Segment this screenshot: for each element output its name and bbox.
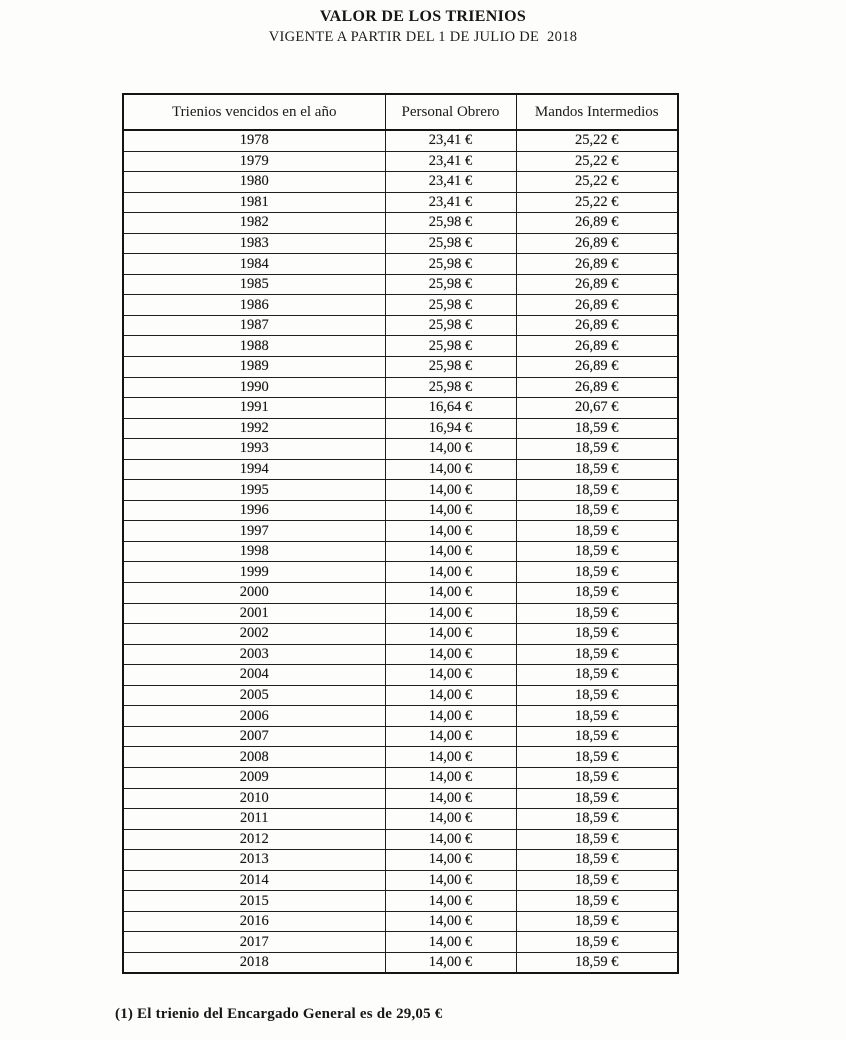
year-cell: 1993 xyxy=(123,439,385,460)
mandos-intermedios-cell: 18,59 € xyxy=(516,541,678,562)
mandos-intermedios-cell: 26,89 € xyxy=(516,254,678,275)
table-row xyxy=(123,870,678,891)
table-row xyxy=(123,829,678,850)
personal-obrero-cell: 25,98 € xyxy=(385,233,516,254)
personal-obrero-cell: 14,00 € xyxy=(385,541,516,562)
personal-obrero-cell: 14,00 € xyxy=(385,439,516,460)
footnote: (1) El trienio del Encargado General es de 29,05 € xyxy=(115,1006,443,1022)
year-cell: 2013 xyxy=(123,850,385,871)
table-row xyxy=(123,233,678,254)
personal-obrero-cell: 25,98 € xyxy=(385,336,516,357)
year-cell: 2018 xyxy=(123,952,385,973)
table-row xyxy=(123,295,678,316)
year-cell: 1996 xyxy=(123,500,385,521)
table-row xyxy=(123,788,678,809)
document-header xyxy=(0,8,846,46)
table-row xyxy=(123,644,678,665)
personal-obrero-cell: 14,00 € xyxy=(385,644,516,665)
personal-obrero-cell: 14,00 € xyxy=(385,521,516,542)
table-row xyxy=(123,315,678,336)
table-row xyxy=(123,172,678,193)
year-cell: 2001 xyxy=(123,603,385,624)
year-cell: 2016 xyxy=(123,911,385,932)
mandos-intermedios-cell: 18,59 € xyxy=(516,726,678,747)
table-row xyxy=(123,480,678,501)
column-header-mandos-intermedios: Mandos Intermedios xyxy=(516,94,678,130)
mandos-intermedios-cell: 26,89 € xyxy=(516,315,678,336)
mandos-intermedios-cell: 18,59 € xyxy=(516,809,678,830)
table-row xyxy=(123,377,678,398)
personal-obrero-cell: 14,00 € xyxy=(385,952,516,973)
mandos-intermedios-cell: 18,59 € xyxy=(516,850,678,871)
personal-obrero-cell: 14,00 € xyxy=(385,809,516,830)
year-cell: 1994 xyxy=(123,459,385,480)
table-row xyxy=(123,562,678,583)
year-cell: 1995 xyxy=(123,480,385,501)
personal-obrero-cell: 25,98 € xyxy=(385,254,516,275)
mandos-intermedios-cell: 18,59 € xyxy=(516,911,678,932)
table-row xyxy=(123,726,678,747)
year-cell: 1986 xyxy=(123,295,385,316)
year-cell: 2004 xyxy=(123,665,385,686)
year-cell: 1984 xyxy=(123,254,385,275)
mandos-intermedios-cell: 18,59 € xyxy=(516,891,678,912)
personal-obrero-cell: 25,98 € xyxy=(385,213,516,234)
year-cell: 2006 xyxy=(123,706,385,727)
year-cell: 2008 xyxy=(123,747,385,768)
personal-obrero-cell: 14,00 € xyxy=(385,932,516,953)
table-row xyxy=(123,603,678,624)
personal-obrero-cell: 16,64 € xyxy=(385,398,516,419)
year-cell: 1980 xyxy=(123,172,385,193)
year-cell: 2002 xyxy=(123,624,385,645)
personal-obrero-cell: 14,00 € xyxy=(385,747,516,768)
personal-obrero-cell: 14,00 € xyxy=(385,603,516,624)
mandos-intermedios-cell: 25,22 € xyxy=(516,130,678,151)
year-cell: 2010 xyxy=(123,788,385,809)
table-row xyxy=(123,747,678,768)
table-row xyxy=(123,706,678,727)
table-row xyxy=(123,254,678,275)
personal-obrero-cell: 14,00 € xyxy=(385,583,516,604)
document-subtitle: VIGENTE A PARTIR DEL 1 DE JULIO DE 2018 xyxy=(268,29,578,45)
table-row xyxy=(123,151,678,172)
year-cell: 2014 xyxy=(123,870,385,891)
table-row xyxy=(123,911,678,932)
year-cell: 1981 xyxy=(123,192,385,213)
mandos-intermedios-cell: 18,59 € xyxy=(516,459,678,480)
mandos-intermedios-cell: 18,59 € xyxy=(516,562,678,583)
mandos-intermedios-cell: 25,22 € xyxy=(516,151,678,172)
personal-obrero-cell: 14,00 € xyxy=(385,665,516,686)
year-cell: 1988 xyxy=(123,336,385,357)
document-title: VALOR DE LOS TRIENIOS xyxy=(319,8,527,25)
year-cell: 2000 xyxy=(123,583,385,604)
year-cell: 2011 xyxy=(123,809,385,830)
personal-obrero-cell: 23,41 € xyxy=(385,151,516,172)
mandos-intermedios-cell: 18,59 € xyxy=(516,767,678,788)
year-cell: 1989 xyxy=(123,357,385,378)
year-cell: 2003 xyxy=(123,644,385,665)
table-row xyxy=(123,192,678,213)
table-row xyxy=(123,624,678,645)
table-row xyxy=(123,809,678,830)
personal-obrero-cell: 14,00 € xyxy=(385,500,516,521)
mandos-intermedios-cell: 18,59 € xyxy=(516,747,678,768)
mandos-intermedios-cell: 26,89 € xyxy=(516,336,678,357)
mandos-intermedios-cell: 25,22 € xyxy=(516,192,678,213)
table-row xyxy=(123,521,678,542)
year-cell: 1982 xyxy=(123,213,385,234)
personal-obrero-cell: 14,00 € xyxy=(385,870,516,891)
table-row xyxy=(123,357,678,378)
personal-obrero-cell: 16,94 € xyxy=(385,418,516,439)
mandos-intermedios-cell: 18,59 € xyxy=(516,644,678,665)
table-row xyxy=(123,850,678,871)
table-row xyxy=(123,213,678,234)
table-row xyxy=(123,665,678,686)
personal-obrero-cell: 25,98 € xyxy=(385,377,516,398)
mandos-intermedios-cell: 18,59 € xyxy=(516,952,678,973)
year-cell: 2009 xyxy=(123,767,385,788)
table-row xyxy=(123,274,678,295)
table-row xyxy=(123,932,678,953)
year-cell: 1987 xyxy=(123,315,385,336)
year-cell: 1979 xyxy=(123,151,385,172)
table-body xyxy=(123,130,678,973)
year-cell: 2012 xyxy=(123,829,385,850)
table-row xyxy=(123,439,678,460)
table-row xyxy=(123,398,678,419)
mandos-intermedios-cell: 18,59 € xyxy=(516,829,678,850)
table-row xyxy=(123,952,678,973)
personal-obrero-cell: 14,00 € xyxy=(385,685,516,706)
table-header-row xyxy=(123,94,678,130)
personal-obrero-cell: 14,00 € xyxy=(385,891,516,912)
table-row xyxy=(123,685,678,706)
table-row xyxy=(123,500,678,521)
year-cell: 2007 xyxy=(123,726,385,747)
column-header-trienios-vencidos: Trienios vencidos en el año xyxy=(123,94,385,130)
mandos-intermedios-cell: 18,59 € xyxy=(516,439,678,460)
personal-obrero-cell: 14,00 € xyxy=(385,911,516,932)
mandos-intermedios-cell: 18,59 € xyxy=(516,583,678,604)
mandos-intermedios-cell: 18,59 € xyxy=(516,788,678,809)
year-cell: 2005 xyxy=(123,685,385,706)
mandos-intermedios-cell: 18,59 € xyxy=(516,500,678,521)
column-header-personal-obrero: Personal Obrero xyxy=(385,94,516,130)
personal-obrero-cell: 25,98 € xyxy=(385,295,516,316)
table-row xyxy=(123,459,678,480)
year-cell: 2015 xyxy=(123,891,385,912)
personal-obrero-cell: 14,00 € xyxy=(385,726,516,747)
personal-obrero-cell: 25,98 € xyxy=(385,315,516,336)
mandos-intermedios-cell: 18,59 € xyxy=(516,418,678,439)
personal-obrero-cell: 14,00 € xyxy=(385,829,516,850)
table-row xyxy=(123,891,678,912)
mandos-intermedios-cell: 18,59 € xyxy=(516,624,678,645)
table-row xyxy=(123,583,678,604)
mandos-intermedios-cell: 26,89 € xyxy=(516,233,678,254)
personal-obrero-cell: 14,00 € xyxy=(385,480,516,501)
mandos-intermedios-cell: 18,59 € xyxy=(516,870,678,891)
table-row xyxy=(123,541,678,562)
year-cell: 1978 xyxy=(123,130,385,151)
personal-obrero-cell: 14,00 € xyxy=(385,459,516,480)
year-cell: 1998 xyxy=(123,541,385,562)
mandos-intermedios-cell: 26,89 € xyxy=(516,213,678,234)
table-row xyxy=(123,767,678,788)
mandos-intermedios-cell: 18,59 € xyxy=(516,665,678,686)
personal-obrero-cell: 14,00 € xyxy=(385,850,516,871)
mandos-intermedios-cell: 18,59 € xyxy=(516,932,678,953)
year-cell: 1991 xyxy=(123,398,385,419)
personal-obrero-cell: 25,98 € xyxy=(385,274,516,295)
personal-obrero-cell: 14,00 € xyxy=(385,624,516,645)
mandos-intermedios-cell: 26,89 € xyxy=(516,295,678,316)
personal-obrero-cell: 14,00 € xyxy=(385,767,516,788)
personal-obrero-cell: 14,00 € xyxy=(385,706,516,727)
personal-obrero-cell: 14,00 € xyxy=(385,788,516,809)
mandos-intermedios-cell: 25,22 € xyxy=(516,172,678,193)
mandos-intermedios-cell: 18,59 € xyxy=(516,521,678,542)
year-cell: 1997 xyxy=(123,521,385,542)
year-cell: 2017 xyxy=(123,932,385,953)
year-cell: 1985 xyxy=(123,274,385,295)
year-cell: 1999 xyxy=(123,562,385,583)
year-cell: 1983 xyxy=(123,233,385,254)
mandos-intermedios-cell: 18,59 € xyxy=(516,685,678,706)
mandos-intermedios-cell: 20,67 € xyxy=(516,398,678,419)
personal-obrero-cell: 23,41 € xyxy=(385,192,516,213)
mandos-intermedios-cell: 26,89 € xyxy=(516,377,678,398)
year-cell: 1990 xyxy=(123,377,385,398)
year-cell: 1992 xyxy=(123,418,385,439)
mandos-intermedios-cell: 26,89 € xyxy=(516,274,678,295)
personal-obrero-cell: 23,41 € xyxy=(385,172,516,193)
mandos-intermedios-cell: 18,59 € xyxy=(516,603,678,624)
personal-obrero-cell: 23,41 € xyxy=(385,130,516,151)
table-row xyxy=(123,130,678,151)
mandos-intermedios-cell: 18,59 € xyxy=(516,480,678,501)
personal-obrero-cell: 25,98 € xyxy=(385,357,516,378)
trienios-table xyxy=(122,93,679,974)
mandos-intermedios-cell: 26,89 € xyxy=(516,357,678,378)
mandos-intermedios-cell: 18,59 € xyxy=(516,706,678,727)
table-row xyxy=(123,418,678,439)
personal-obrero-cell: 14,00 € xyxy=(385,562,516,583)
table-row xyxy=(123,336,678,357)
